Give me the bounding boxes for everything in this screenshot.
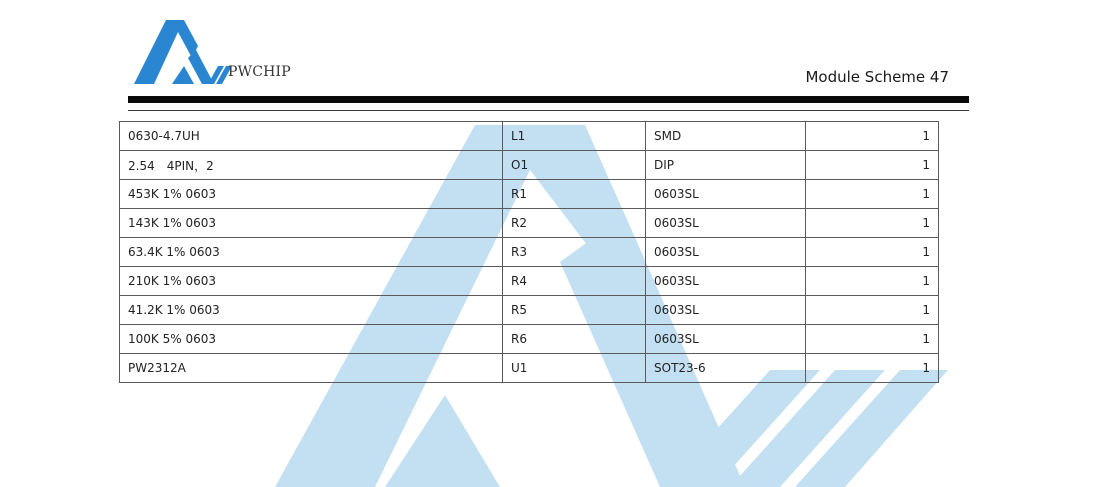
qty-cell: 1 [806, 354, 939, 383]
value-cell: 0630-4.7UH [120, 122, 503, 151]
package-cell: 0603SL [646, 267, 806, 296]
package-cell: 0603SL [646, 296, 806, 325]
ref-cell: U1 [503, 354, 646, 383]
package-cell: DIP [646, 151, 806, 180]
table-row [120, 267, 939, 296]
table-row [120, 122, 939, 151]
qty-cell: 1 [806, 180, 939, 209]
qty-cell: 1 [806, 209, 939, 238]
ref-cell: R1 [503, 180, 646, 209]
table-row [120, 238, 939, 267]
qty-cell: 1 [806, 238, 939, 267]
qty-cell: 1 [806, 296, 939, 325]
ref-cell: R5 [503, 296, 646, 325]
ref-cell: R6 [503, 325, 646, 354]
qty-cell: 1 [806, 267, 939, 296]
pwchip-logo [128, 14, 318, 94]
table-row [120, 209, 939, 238]
table-row [120, 354, 939, 383]
package-cell: 0603SL [646, 209, 806, 238]
header-thin-rule [128, 110, 969, 111]
value-cell: 143K 1% 0603 [120, 209, 503, 238]
bom-table [119, 121, 939, 383]
table-row [120, 151, 939, 180]
table-row [120, 325, 939, 354]
value-cell: 210K 1% 0603 [120, 267, 503, 296]
package-cell: SOT23-6 [646, 354, 806, 383]
value-cell: PW2312A [120, 354, 503, 383]
ref-cell: O1 [503, 151, 646, 180]
package-cell: SMD [646, 122, 806, 151]
table-row [120, 296, 939, 325]
header-thick-rule [128, 96, 969, 103]
ref-cell: R4 [503, 267, 646, 296]
table-row [120, 180, 939, 209]
ref-cell: R2 [503, 209, 646, 238]
ref-cell: R3 [503, 238, 646, 267]
page-title: Module Scheme 47 [805, 68, 949, 86]
package-cell: 0603SL [646, 325, 806, 354]
qty-cell: 1 [806, 122, 939, 151]
value-cell: 41.2K 1% 0603 [120, 296, 503, 325]
qty-cell: 1 [806, 325, 939, 354]
qty-cell: 1 [806, 151, 939, 180]
value-cell: 2.54 4PIN，2 [120, 151, 503, 180]
logo-wordmark: PWCHIP [228, 64, 291, 80]
value-cell: 100K 5% 0603 [120, 325, 503, 354]
value-cell: 453K 1% 0603 [120, 180, 503, 209]
ref-cell: L1 [503, 122, 646, 151]
package-cell: 0603SL [646, 180, 806, 209]
package-cell: 0603SL [646, 238, 806, 267]
value-cell: 63.4K 1% 0603 [120, 238, 503, 267]
